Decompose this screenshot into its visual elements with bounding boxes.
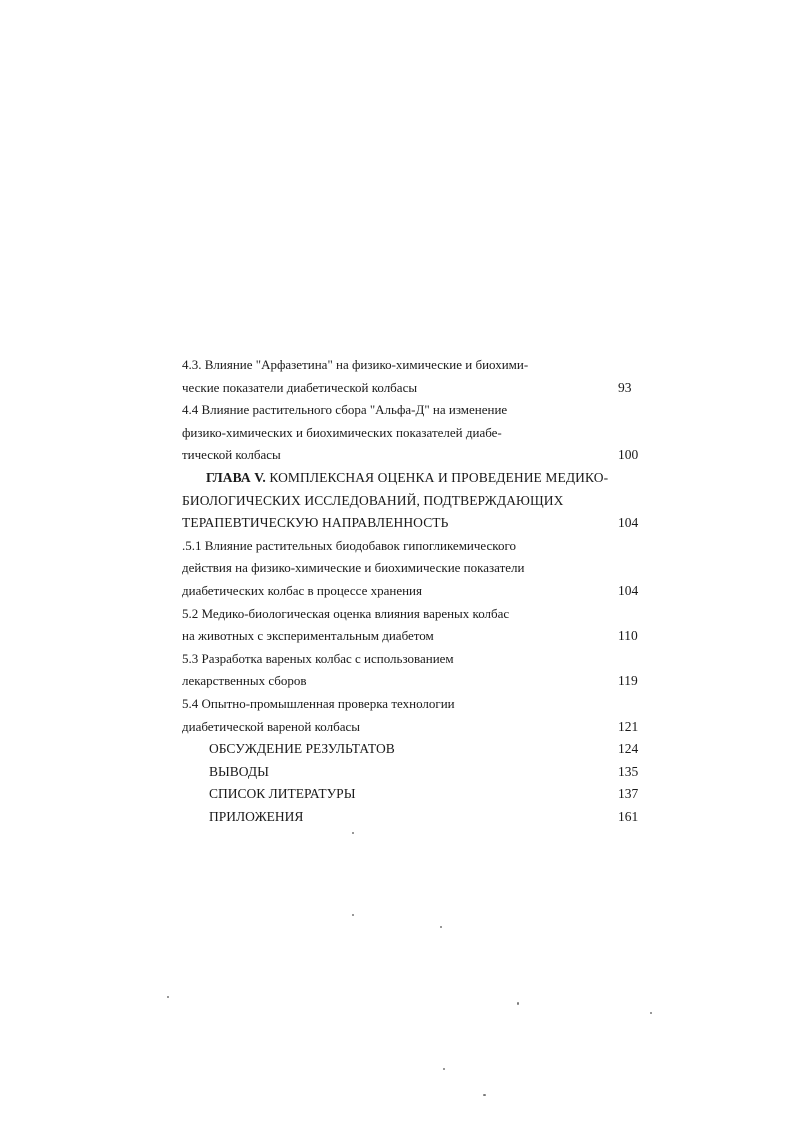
toc-entry-conclusions: ВЫВОДЫ [209, 763, 269, 779]
toc-entry-4-3-line-1: 4.3. Влияние "Арфазетина" на физико-химические и биохими- [182, 357, 529, 372]
toc-entry-5-4-line-1: 5.4 Опытно-промышленная проверка технологии [182, 695, 455, 711]
toc-line [182, 377, 642, 400]
toc-entry-references: СПИСОК ЛИТЕРАТУРЫ [209, 786, 356, 802]
toc-chapter-5-title-1: КОМПЛЕКСНАЯ ОЦЕНКА И ПРОВЕДЕНИЕ МЕДИКО- [269, 469, 609, 485]
toc-entry-4-4-page: 100 [618, 447, 639, 463]
scan-speck [517, 1002, 519, 1005]
toc-line [182, 444, 642, 467]
toc-entry-4-3-page: 93 [618, 379, 632, 395]
toc-entry-5-2-line-1: 5.2 Медико-биологическая оценка влияния вареных колбас [182, 605, 510, 621]
toc-entry-5-1-line-2: действия на физико-химические и биохимические показатели [182, 560, 525, 576]
toc-chapter-5-line-1 [206, 467, 608, 490]
toc-line [182, 490, 642, 513]
scan-speck [352, 914, 354, 916]
toc-line [182, 648, 642, 671]
toc-line [182, 738, 642, 761]
toc-entry-5-1-line-3: диабетических колбас в процессе хранения [182, 582, 422, 598]
toc-line [182, 467, 642, 490]
toc-entry-5-2-page: 110 [618, 628, 638, 644]
toc-entry-4-4-line-3: тической колбасы [182, 447, 281, 463]
toc-line [182, 603, 642, 626]
scan-speck [483, 1094, 486, 1096]
toc-entry-5-4-line-2: диабетической вареной колбасы [182, 718, 360, 734]
scan-speck [440, 926, 442, 928]
toc-entry-appendices-page: 161 [618, 808, 639, 824]
toc-entry-5-4-page: 121 [618, 718, 639, 734]
toc-line [182, 670, 642, 693]
toc-entry-5-1-page: 104 [618, 582, 639, 598]
toc-chapter-5-page: 104 [618, 515, 639, 531]
toc-line [182, 580, 642, 603]
toc-line [182, 693, 642, 716]
toc-line [182, 806, 642, 829]
toc-entry-5-1-line-1: .5.1 Влияние растительных биодобавок гипогликемического [182, 537, 516, 553]
toc-entry-5-3-page: 119 [618, 673, 638, 689]
toc-line [182, 783, 642, 806]
scan-speck [167, 996, 169, 998]
toc-entry-discussion-page: 124 [618, 741, 639, 757]
toc-line [182, 535, 642, 558]
toc-entry-5-3-line-2: лекарственных сборов [182, 673, 307, 689]
toc-line [182, 761, 642, 784]
toc-line [182, 512, 642, 535]
toc-line [182, 557, 642, 580]
toc-entry-4-4-line-2: физико-химических и биохимических показателей диабе- [182, 424, 502, 440]
toc-chapter-5-line-2: БИОЛОГИЧЕСКИХ ИССЛЕДОВАНИЙ, ПОДТВЕРЖДАЮЩИХ [182, 492, 564, 508]
toc-line [182, 399, 642, 422]
toc-line [182, 354, 642, 377]
toc-entry-5-2-line-2: на животных с экспериментальным диабетом [182, 628, 434, 644]
toc-chapter-5-line-3: ТЕРАПЕВТИЧЕСКУЮ НАПРАВЛЕННОСТЬ [182, 515, 449, 531]
toc-line [182, 625, 642, 648]
toc-line [182, 716, 642, 739]
table-of-contents [182, 354, 642, 828]
toc-chapter-5-heading: ГЛАВА V. [206, 469, 266, 485]
scan-speck [443, 1068, 445, 1070]
toc-entry-discussion: ОБСУЖДЕНИЕ РЕЗУЛЬТАТОВ [209, 741, 395, 757]
scan-speck [650, 1012, 652, 1014]
scan-speck [352, 832, 354, 834]
toc-entry-4-4-line-1: 4.4 Влияние растительного сбора "Альфа-Д" на изменение [182, 402, 508, 418]
toc-entry-appendices: ПРИЛОЖЕНИЯ [209, 808, 304, 824]
toc-entry-conclusions-page: 135 [618, 763, 639, 779]
toc-entry-5-3-line-1: 5.3 Разработка вареных колбас с использованием [182, 650, 454, 666]
toc-entry-references-page: 137 [618, 786, 639, 802]
toc-line [182, 422, 642, 445]
toc-entry-4-3-line-2: ческие показатели диабетической колбасы [182, 379, 418, 395]
